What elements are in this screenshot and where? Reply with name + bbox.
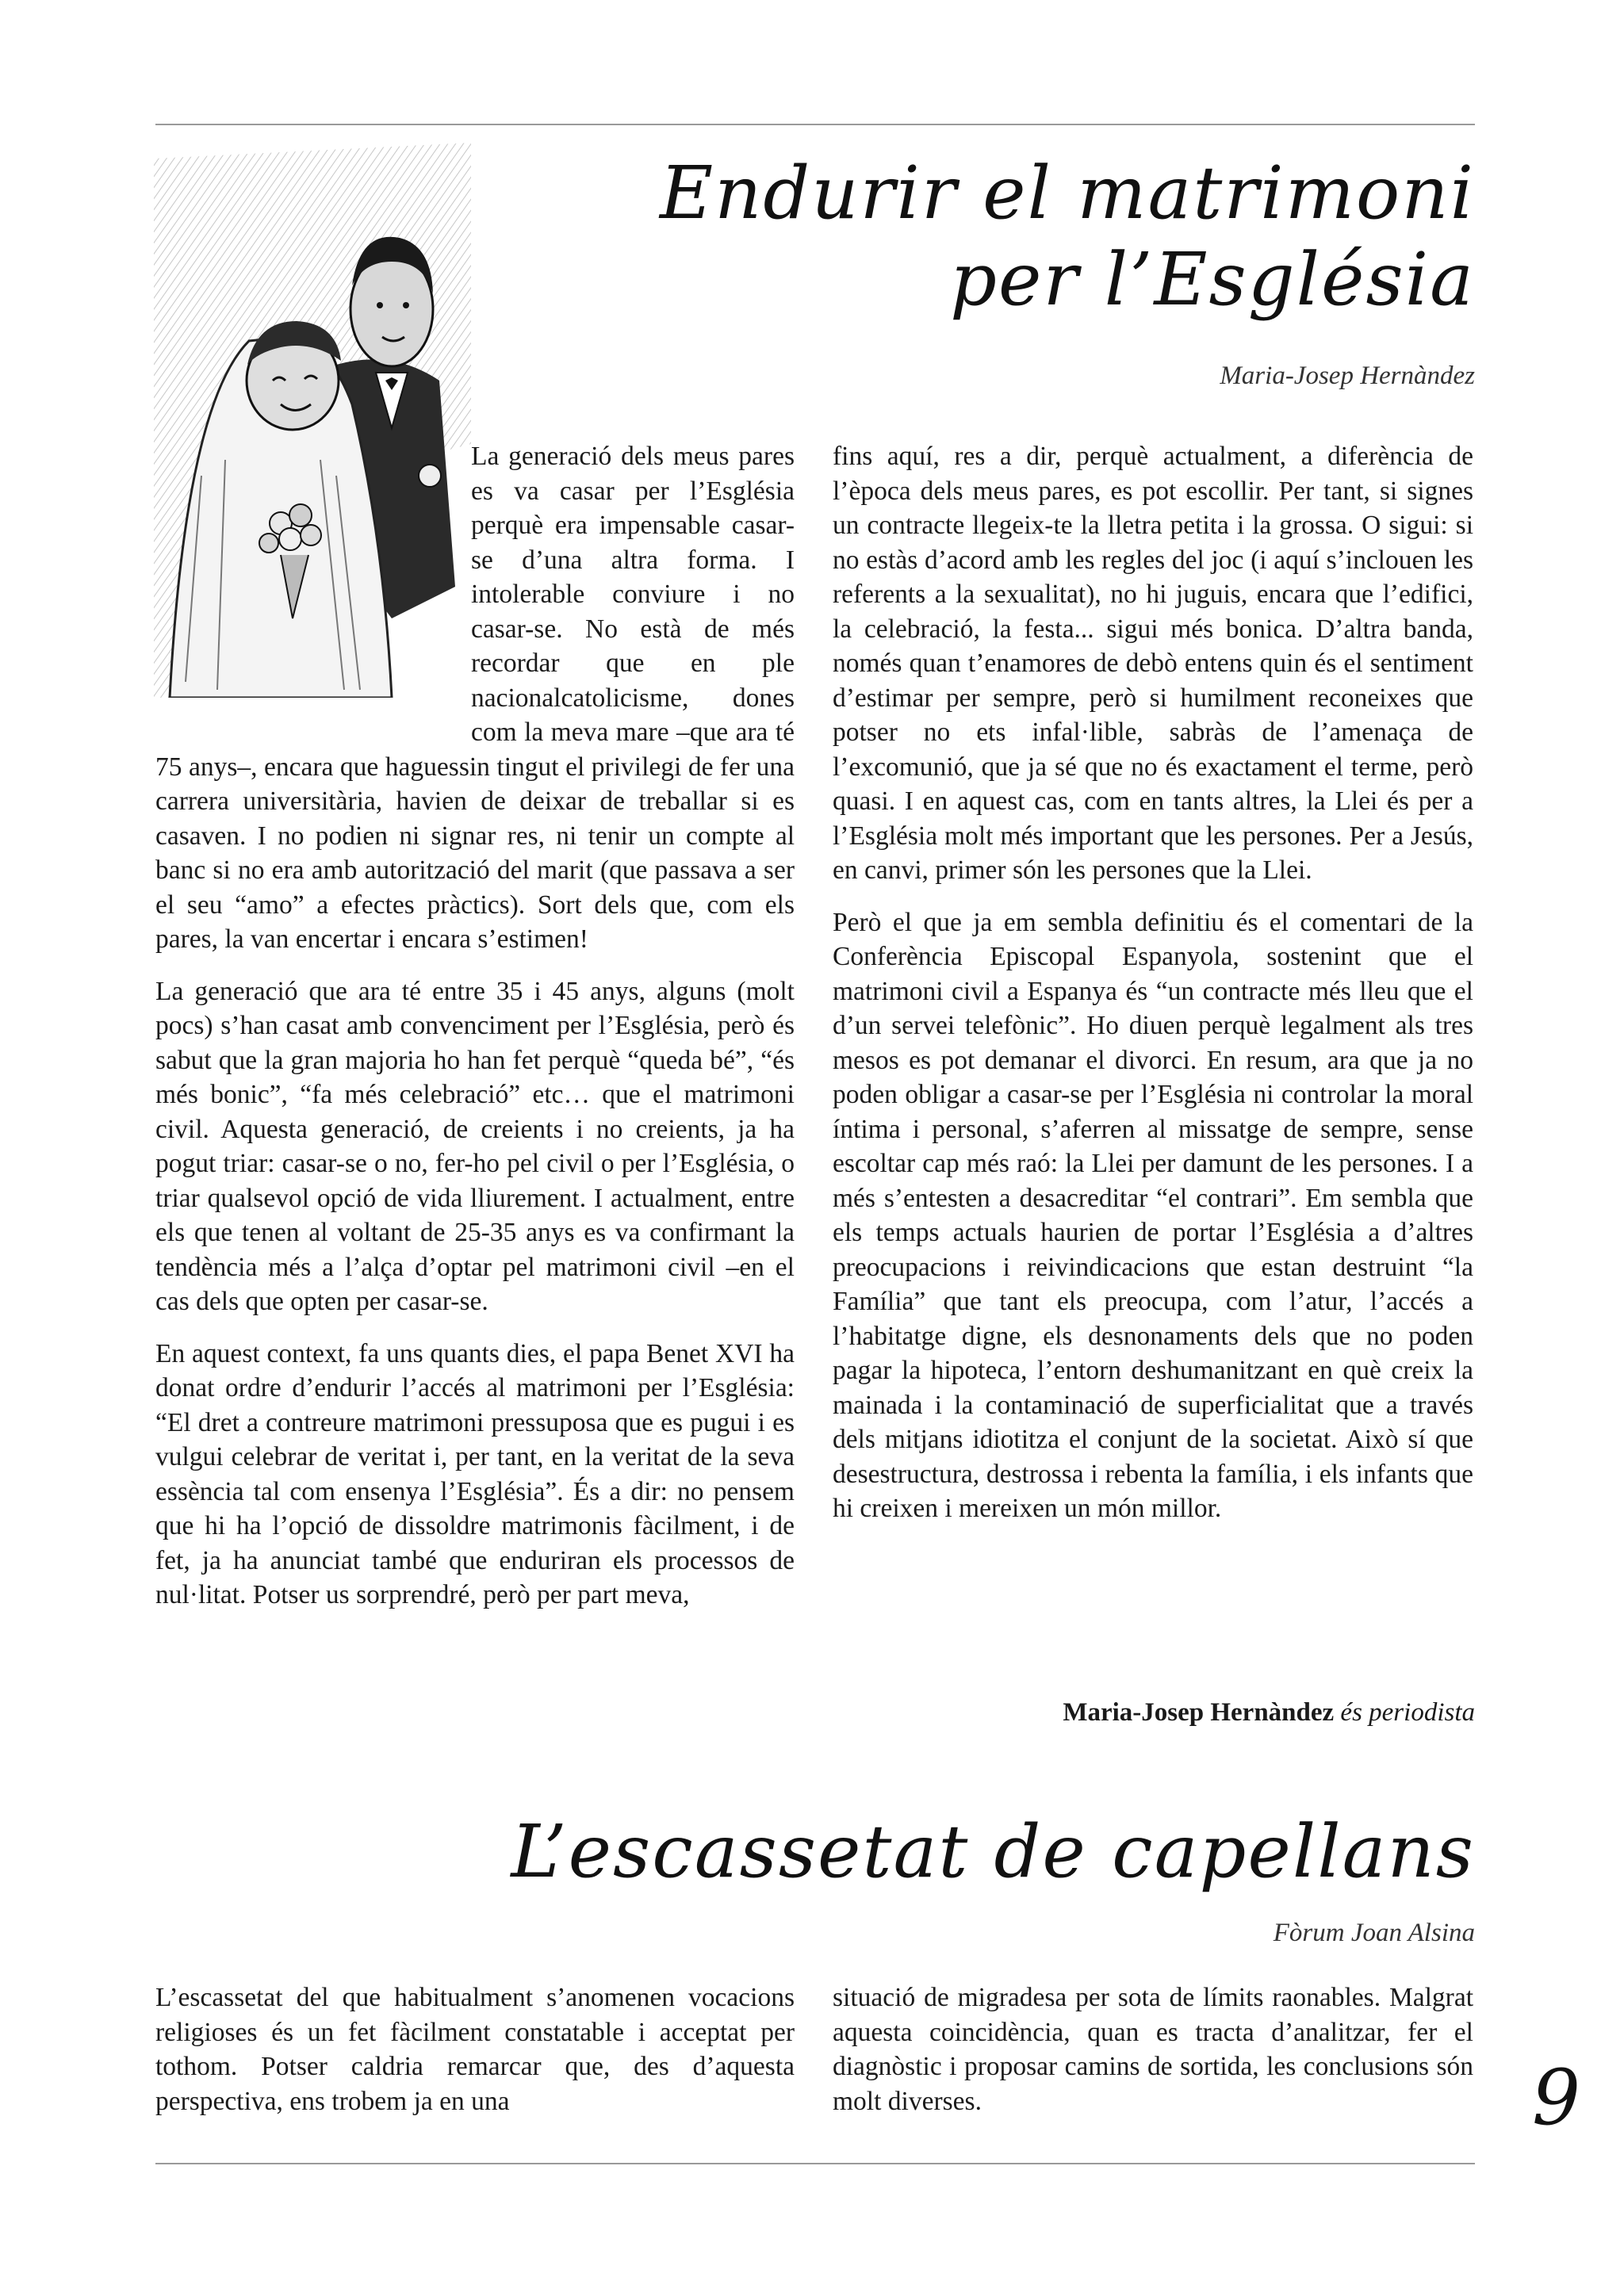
article-signature <box>1063 1698 1475 1728</box>
second-article-left-column <box>155 1980 795 2136</box>
paragraph: Però el que ja em sembla definitiu és el comentari de la Conferència Episcopal Espanyola, sostenint que el matrimoni civil a Espanya és “un contracte més lleu que el d’un servei telefònic”. Ho diuen perquè legalment als tres mesos es pot demanar el divorci. En resum, ara que ja no poden obligar a casar-se per l’Església ni controlar la moral íntima i personal, s’aferren al missatge de sempre, sense escoltar cap més raó: la Llei per damunt de les persones. I a més s’entesten a desacreditar “el contrari”. Em sembla que els temps actuals haurien de portar l’Església a d’altres preocupacions i reivindicacions que estan destruint “la Família” que tant els preocupa, com l’atur, l’accés a l’habitatge digne, els desnonaments dels que no poden pagar la hipoteca, l’entorn deshumanitzant en què creix la mainada i la contaminació de superficialitat que a través dels mitjans idiotitza el conjunt de la societat. Això sí que desestructura, destrossa i rebenta la família, i els infants que hi creixen i mereixen un món millor. <box>833 907 1473 1523</box>
illustration-spacer <box>155 436 471 733</box>
second-article-title: L’escassetat de capellans <box>511 1809 1475 1894</box>
paragraph: fins aquí, res a dir, perquè actualment, a diferència de l’època dels meus pares, es pot escollir. Per tant, si signes un contracte llegeix-te la lletra petita i la grossa. O sigui: si no estàs d’acord amb les regles del joc (i aquí s’inclouen les referents a la sexualitat), no hi juguis, encara que l’edifici, la celebració, la festa... sigui més bonica. D’altra banda, només quan t’enamores de debò entens quin és el sentiment d’estimar per sempre, però si humilment reconeixes que potser no ets infal·lible, sabràs de l’amenaça de l’excomunió, que ja sé que no és exactament el terme, però quasi. I en aquest cas, com en tants altres, la Llei és per a l’Església molt més important que les persones. Per a Jesús, en canvi, primer són les persones que la Llei. <box>833 442 1473 885</box>
paragraph: La generació que ara té entre 35 i 45 anys, alguns (molt pocs) s’han casat amb convenciment per l’Església, però és sabut que la gran majoria ho han fet perquè “queda bé”, “és més bonic”, “fa més celebració” etc… que el matrimoni civil. Aquesta generació, de creients i no creients, ja ha pogut triar: casar-se o no, fer-ho pel civil o per l’Església, o triar qualsevol opció de vida lliurement. I actualment, entre els que tenen al voltant de 25-35 anys es va confirmant la tendència més a l’alça d’optar pel matrimoni civil –en el cas dels que opten per casar-se. <box>155 976 795 1316</box>
bottom-rule <box>155 2163 1475 2164</box>
article-title-line1: Endurir el matrimoni <box>659 151 1475 235</box>
second-article-author: Fòrum Joan Alsina <box>1273 1919 1475 1947</box>
article-left-column <box>155 439 795 1630</box>
signature-name: Maria-Josep Hernàndez <box>1063 1698 1335 1727</box>
paragraph: En aquest context, fa uns quants dies, el papa Benet XVI ha donat ordre d’endurir l’accés al matrimoni per l’Església: “El dret a contreure matrimoni pressuposa que es pugui i es vulgui celebrar de veritat i, per tant, en la veritat de la seva essència tal com ensenya l’Església”. És a dir: no pensem que hi ha l’opció de dissoldre matrimonis fàcilment, i de fet, ja ha anunciat també que enduriran els processos de nul·litat. Potser us sorprendré, però per part meva, <box>155 1338 795 1609</box>
top-rule <box>155 124 1475 125</box>
signature-role: és periodista <box>1340 1698 1475 1727</box>
article-right-column <box>833 439 1473 1544</box>
second-article-right-column <box>833 1980 1473 2136</box>
article-author: Maria-Josep Hernàndez <box>1220 362 1475 390</box>
article-title-line2: per l’Església <box>950 236 1475 322</box>
paragraph: situació de migradesa per sota de límits raonables. Malgrat aquesta coincidència, quan es tracta d’analitzar, fer el diagnòstic i proposar camins de sortida, les conclusions són molt diverses. <box>833 1983 1473 2116</box>
page-number: 9 <box>1532 2053 1581 2142</box>
article-title <box>523 151 1475 323</box>
paragraph: L’escassetat del que habitualment s’anomenen vocacions religioses és un fet fàcilment constatable i acceptat per tothom. Potser caldria remarcar que, des d’aquesta perspectiva, ens trobem ja en una <box>155 1983 795 2116</box>
paragraph: La generació dels meus pares es va casar per l’Església perquè era impensable casar-se d’una altra forma. I intolerable conviure i no casar-se. No està de més recordar que en ple nacionalcatolicisme, dones com la meva mare –que ara té 75 anys–, encara que haguessin tingut el privilegi de fer una carrera universitària, havien de deixar de treballar si es casaven. I no podien ni signar res, ni tenir un compte al banc si no era amb autorització del marit (que passava a ser el seu “amo” a efectes pràctics). Sort dels que, com els pares, la van encertar i encara s’estimen! <box>155 442 795 954</box>
